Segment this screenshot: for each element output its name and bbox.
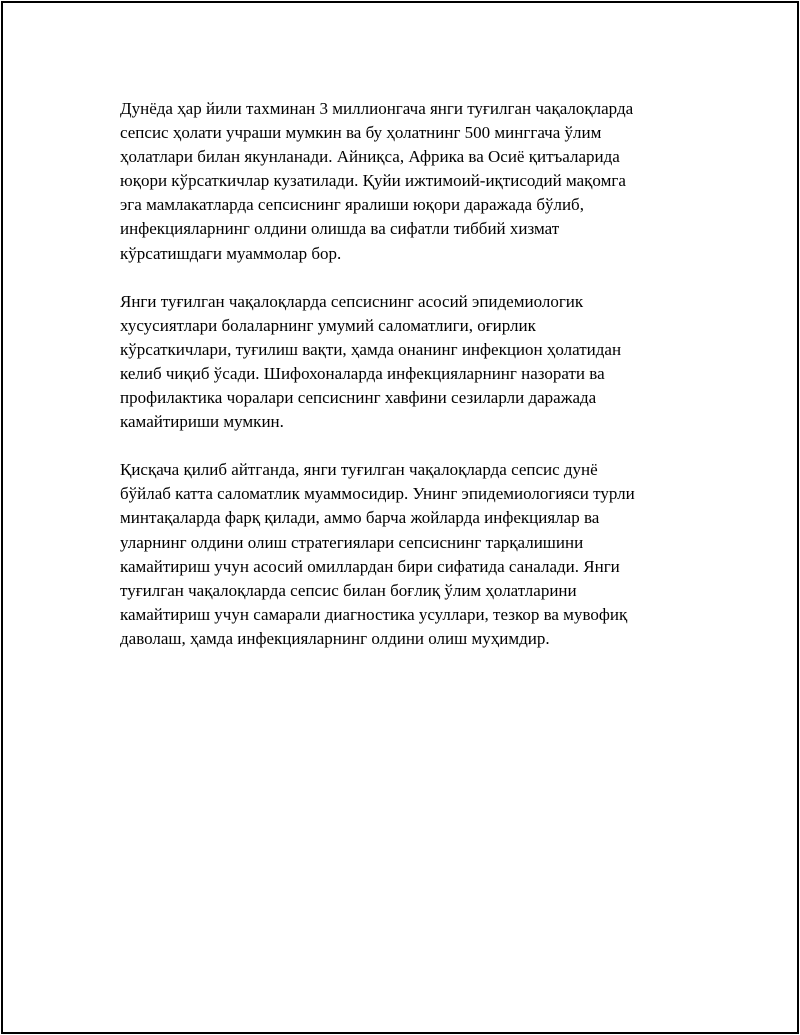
page-frame	[1, 1, 799, 1034]
text-line: минтақаларда фарқ қилади, аммо барча жойларда инфекциялар ва	[120, 508, 600, 528]
text-line: Дунёда ҳар йили тахминан 3 миллионгача янги туғилган чақалоқларда	[120, 99, 634, 118]
document-body	[120, 97, 670, 675]
text-line: сепсис ҳолати учраши мумкин ва бу ҳолатнинг 500 минггача ўлим	[120, 123, 602, 143]
text-line: инфекцияларнинг олдини олишда ва сифатли тиббий хизмат	[120, 219, 560, 239]
text-line: Қисқача қилиб айтганда, янги туғилган чақалоқларда сепсис дунё	[120, 460, 598, 480]
text-line: камайтириш учун самарали диагностика усуллари, тезкор ва мувофиқ	[120, 604, 628, 624]
text-line: кўрсатишдаги муаммолар бор.	[120, 243, 342, 263]
text-line: келиб чиқиб ўсади. Шифохоналарда инфекцияларнинг назорати ва	[120, 363, 605, 383]
text-line: кўрсаткичлари, туғилиш вақти, ҳамда онанинг инфекцион ҳолатидан	[120, 339, 622, 359]
text-line: Янги туғилган чақалоқларда сепсиснинг асосий эпидемиологик	[120, 291, 584, 311]
text-line: туғилган чақалоқларда сепсис билан боғлиқ ўлим ҳолатларини	[120, 580, 577, 600]
text-line: бўйлаб катта саломатлик муаммосидир. Унинг эпидемиологияси турли	[120, 484, 635, 504]
text-line: профилактика чоралари сепсиснинг хавфини сезиларли даражада	[120, 388, 597, 408]
paragraph-3	[120, 458, 670, 651]
text-line: ҳолатлари билан якунланади. Айниқса, Африка ва Осиё қитъаларида	[120, 147, 620, 167]
text-line: камайтириши мумкин.	[120, 412, 284, 432]
paragraph-2	[120, 290, 670, 435]
text-line: уларнинг олдини олиш стратегиялари сепсиснинг тарқалишини	[120, 532, 584, 552]
text-line: эга мамлакатларда сепсиснинг яралиши юқори даражада бўлиб,	[120, 195, 584, 215]
text-line: даволаш, ҳамда инфекцияларнинг олдини олиш муҳимдир.	[120, 628, 550, 648]
text-line: юқори кўрсаткичлар кузатилади. Қуйи ижтимоий-иқтисодий мақомга	[120, 171, 626, 191]
text-line: хусусиятлари болаларнинг умумий саломатлиги, оғирлик	[120, 315, 536, 335]
text-line: камайтириш учун асосий омиллардан бири сифатида саналади. Янги	[120, 556, 620, 576]
paragraph-1	[120, 97, 670, 266]
